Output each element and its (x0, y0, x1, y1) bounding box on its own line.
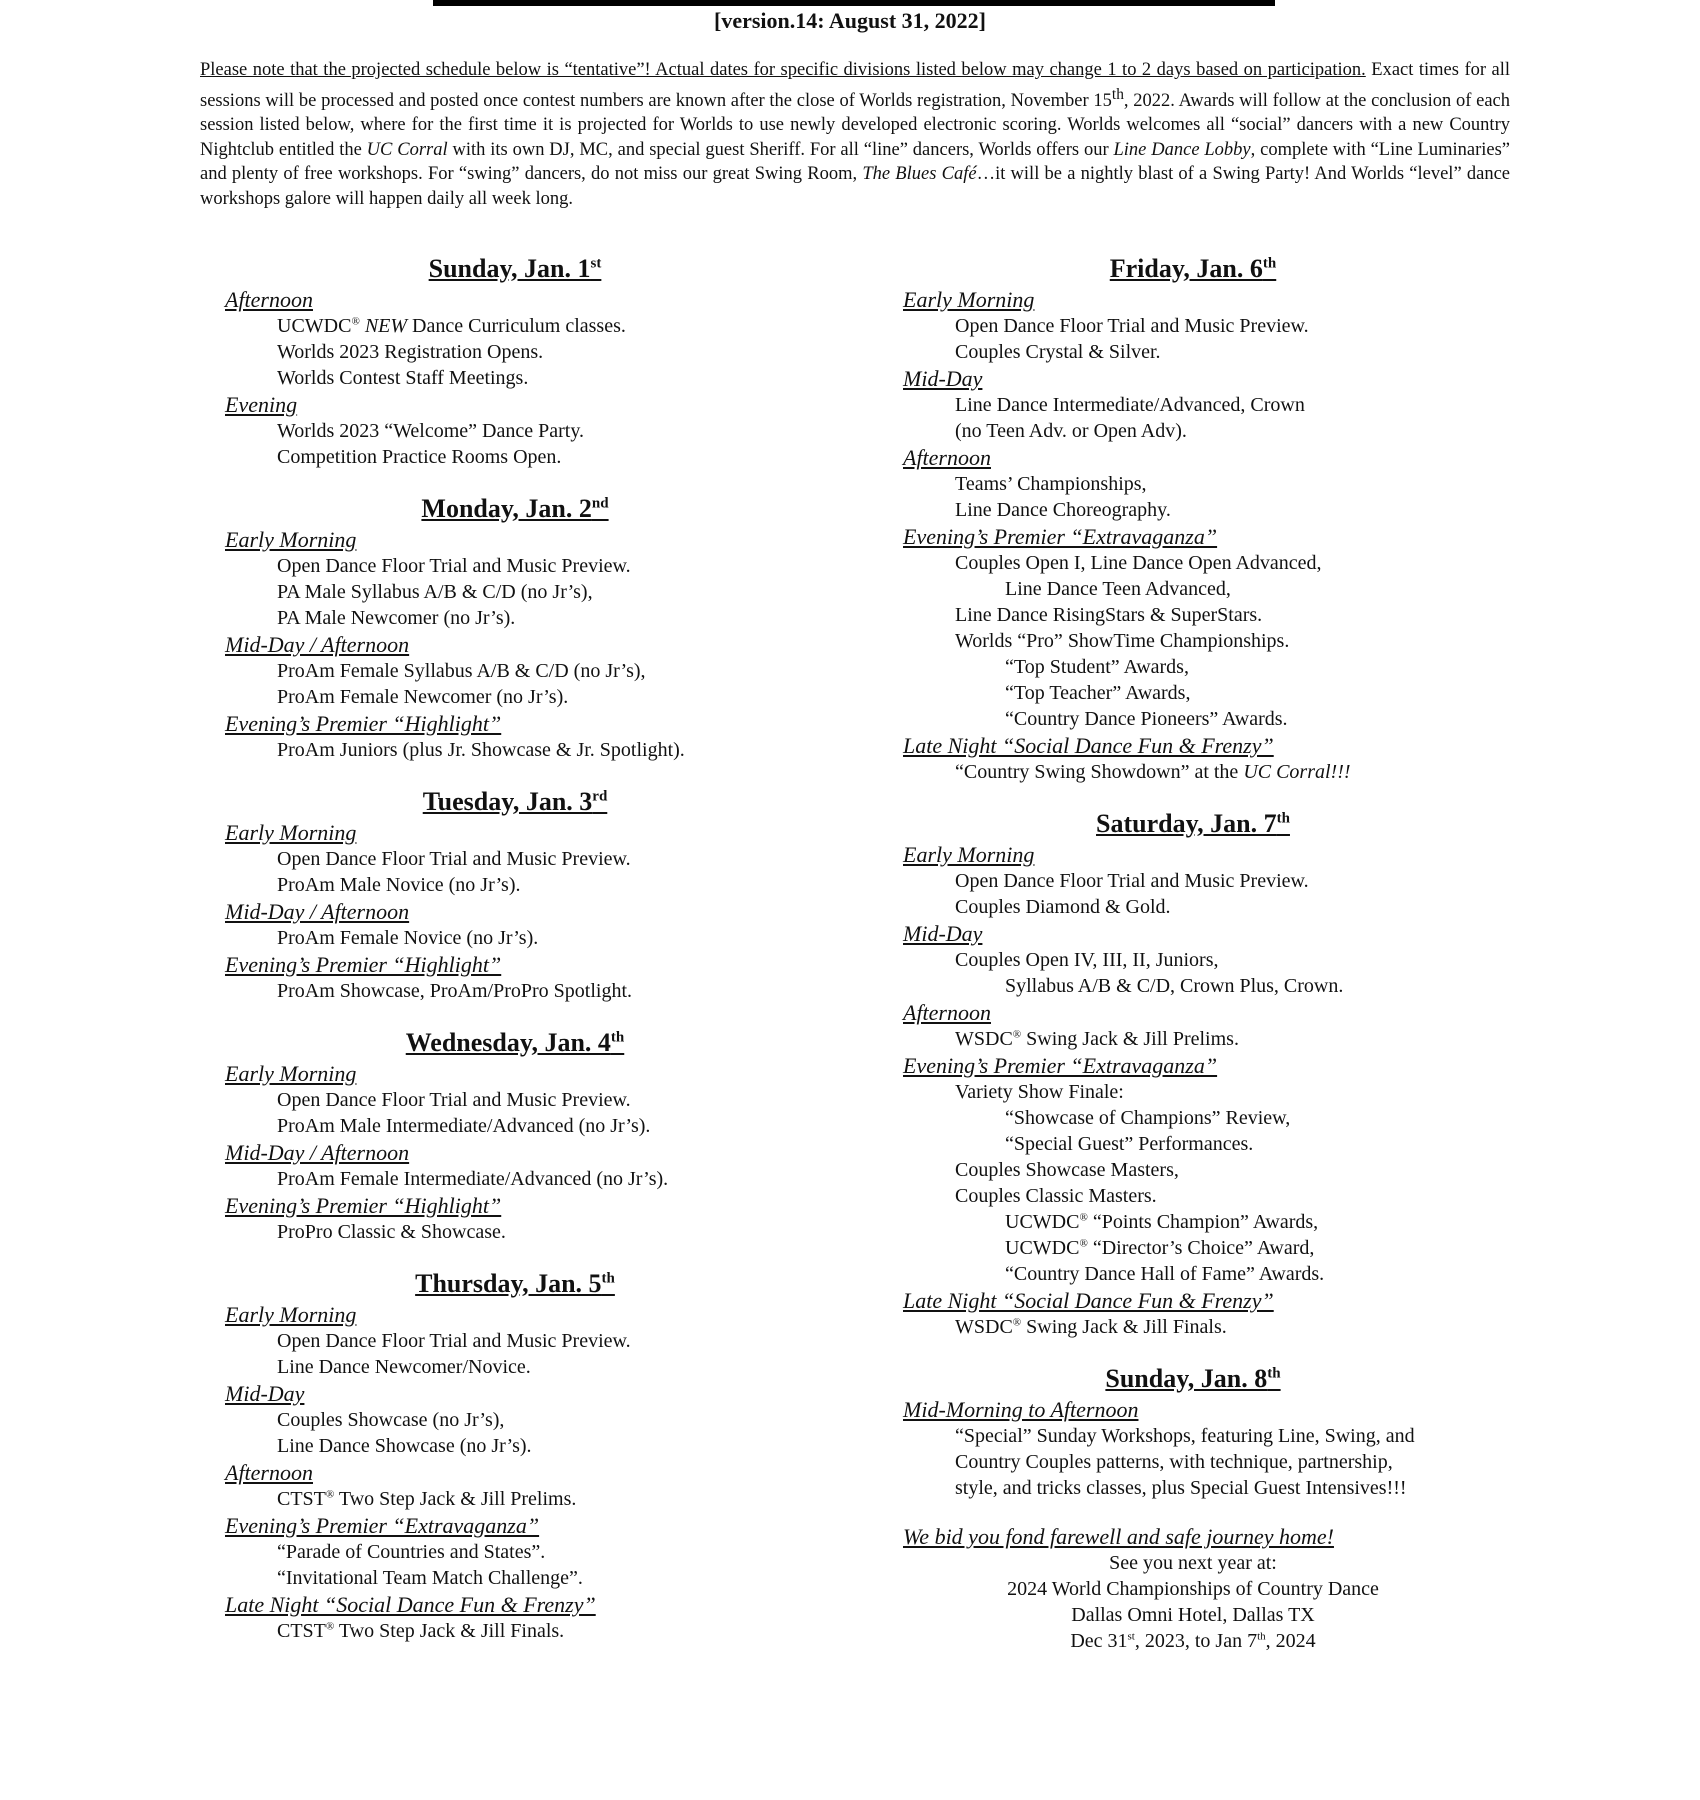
schedule-line (225, 579, 825, 605)
line-text: Teams’ Championships, (955, 473, 1147, 495)
line-text: Couples Classic Masters. (955, 1185, 1157, 1207)
line-text: “Top Teacher” Awards, (1005, 682, 1191, 704)
line-text: “Country Swing Showdown” at the (955, 761, 1244, 783)
schedule-line (903, 1209, 1543, 1235)
schedule-line (225, 1354, 825, 1380)
day-block (225, 1267, 825, 1644)
line-text: ProAm Male Novice (no Jr’s). (277, 874, 521, 896)
intro-text-5: …it will be a nightly blast of a Swing Party! And Worlds “level” dance workshops galore will happen daily all week long. (200, 164, 1510, 209)
line-text: “Parade of Countries and States”. (277, 1541, 546, 1563)
line-text: Couples Diamond & Gold. (955, 896, 1171, 918)
line-text: “Director’s Choice” Award, (1087, 1237, 1315, 1259)
line-text: “Special Guest” Performances. (1005, 1133, 1254, 1155)
schedule-line (225, 1539, 825, 1565)
session-heading: Mid-Day (225, 1381, 305, 1406)
session-heading: Evening’s Premier “Extravaganza” (225, 1513, 540, 1538)
line-brand: WSDC (955, 1028, 1013, 1050)
session-heading: Early Morning (903, 287, 1035, 312)
schedule-line (903, 576, 1543, 602)
line-text: ProAm Female Intermediate/Advanced (no Jr’s). (277, 1168, 669, 1190)
line-text: Two Step Jack & Jill Finals. (334, 1620, 565, 1642)
schedule-line (225, 1219, 825, 1245)
session-heading: Mid-Day / Afternoon (225, 1140, 410, 1165)
line-text: “Showcase of Champions” Review, (1005, 1107, 1291, 1129)
line-text: Two Step Jack & Jill Prelims. (334, 1488, 577, 1510)
day-title-sup: th (1276, 810, 1290, 827)
day-title (225, 492, 805, 526)
next-event-line: 2024 World Championships of Country Dance (1007, 1578, 1379, 1600)
line-emphasis: NEW (359, 315, 408, 337)
intro-blues-cafe: The Blues Café (862, 164, 977, 185)
line-text: PA Male Newcomer (no Jr’s). (277, 607, 516, 629)
line-text: Line Dance Intermediate/Advanced, Crown (955, 394, 1305, 416)
registered-mark: ® (351, 315, 360, 328)
date-a-sup: st (1127, 1630, 1135, 1643)
closing-block (903, 1523, 1483, 1654)
line-brand: UCWDC (277, 315, 352, 337)
day-title-text: Thursday, Jan. 5 (415, 1269, 602, 1298)
schedule-line (903, 1475, 1543, 1501)
intro-sup: th (1111, 85, 1124, 103)
intro-text-4: , complete with “Line Luminaries” and plenty of free workshops. For “swing” dancers, do not miss our great Swing Room, (200, 139, 1511, 185)
schedule-line (903, 759, 1543, 785)
line-text: Competition Practice Rooms Open. (277, 446, 562, 468)
line-text: Country Couples patterns, with technique, partnership, (955, 1451, 1393, 1473)
schedule-line (903, 654, 1543, 680)
line-brand: UCWDC (1005, 1237, 1080, 1259)
schedule-line (903, 471, 1543, 497)
schedule-line (225, 684, 825, 710)
day-title-text: Sunday, Jan. 1 (428, 254, 591, 283)
line-text: Syllabus A/B & C/D, Crown Plus, Crown. (1005, 975, 1344, 997)
schedule-line (225, 339, 825, 365)
line-text: Couples Showcase (no Jr’s), (277, 1409, 505, 1431)
line-text: “Country Dance Pioneers” Awards. (1005, 708, 1288, 730)
line-text: Open Dance Floor Trial and Music Preview. (955, 870, 1309, 892)
line-text: style, and tricks classes, plus Special Guest Intensives!!! (955, 1477, 1407, 1499)
day-title-text: Saturday, Jan. 7 (1096, 809, 1277, 838)
session-heading: Evening’s Premier “Extravaganza” (903, 1053, 1218, 1078)
line-brand: WSDC (955, 1316, 1013, 1338)
schedule-line (225, 658, 825, 684)
schedule-line (225, 605, 825, 631)
schedule-line (225, 978, 825, 1004)
line-brand: CTST (277, 1488, 326, 1510)
day-block (225, 1026, 825, 1245)
schedule-line (903, 1105, 1543, 1131)
line-text: Line Dance RisingStars & SuperStars. (955, 604, 1263, 626)
schedule-line (903, 497, 1543, 523)
intro-text-2: , 2022. Awards will follow at the conclusion of each session listed below, where for the first time it is projected for Worlds to use newly developed electronic scoring. Worlds welcomes all “social” dancers with a new Country Nightclub entitled the (200, 90, 1510, 160)
registered-mark: ® (1079, 1237, 1088, 1250)
line-text: PA Male Syllabus A/B & C/D (no Jr’s), (277, 581, 593, 603)
intro-text-3: with its own DJ, MC, and special guest Sheriff. For all “line” dancers, Worlds offers our (447, 139, 1114, 160)
line-text: Variety Show Finale: (955, 1081, 1124, 1103)
schedule-line (225, 313, 825, 339)
line-text: “Top Student” Awards, (1005, 656, 1189, 678)
line-text: ProAm Female Syllabus A/B & C/D (no Jr’s), (277, 660, 646, 682)
schedule-line (225, 444, 825, 470)
session-heading: Afternoon (225, 1460, 313, 1485)
session-heading: Late Night “Social Dance Fun & Frenzy” (903, 733, 1274, 758)
schedule-line (903, 1423, 1543, 1449)
line-text: Worlds “Pro” ShowTime Championships. (955, 630, 1290, 652)
line-text: Open Dance Floor Trial and Music Preview. (277, 1089, 631, 1111)
day-block (903, 252, 1543, 785)
session-heading: Evening (225, 392, 298, 417)
day-title (225, 1026, 805, 1060)
line-text: “Special” Sunday Workshops, featuring Line, Swing, and (955, 1425, 1415, 1447)
schedule-line (903, 1183, 1543, 1209)
line-text: Couples Crystal & Silver. (955, 341, 1161, 363)
line-text: “Country Dance Hall of Fame” Awards. (1005, 1263, 1325, 1285)
line-text: Worlds 2023 Registration Opens. (277, 341, 544, 363)
registered-mark: ® (1012, 1028, 1022, 1041)
line-text: ProAm Showcase, ProAm/ProPro Spotlight. (277, 980, 633, 1002)
day-title-sup: th (601, 1270, 615, 1287)
line-text: Worlds 2023 “Welcome” Dance Party. (277, 420, 585, 442)
schedule-line (225, 925, 825, 951)
line-text: Swing Jack & Jill Prelims. (1021, 1028, 1239, 1050)
schedule-line (225, 553, 825, 579)
line-text: Open Dance Floor Trial and Music Preview. (277, 555, 631, 577)
schedule-line (903, 894, 1543, 920)
schedule-line (903, 973, 1543, 999)
version-line: [version.14: August 31, 2022] (714, 8, 986, 33)
day-title-sup: th (1262, 255, 1277, 272)
intro-tentative-note: Please note that the projected schedule below is “tentative”! Actual dates for specific divisions listed below may change 1 to 2 days based on participation. (200, 60, 1366, 80)
day-title-sup: rd (592, 788, 608, 805)
next-venue-line: Dallas Omni Hotel, Dallas TX (1071, 1604, 1315, 1626)
day-block (903, 1362, 1543, 1501)
date-b-sup: th (1257, 1630, 1266, 1643)
session-heading: Mid-Morning to Afternoon (903, 1397, 1139, 1422)
schedule-line (225, 1087, 825, 1113)
line-text: Open Dance Floor Trial and Music Preview. (277, 1330, 631, 1352)
schedule-line (225, 1618, 825, 1644)
see-you-line: See you next year at: (1109, 1552, 1277, 1574)
farewell-line: We bid you fond farewell and safe journey home! (903, 1524, 1334, 1549)
schedule-line (225, 1565, 825, 1591)
schedule-line (903, 1026, 1543, 1052)
schedule-line (225, 1433, 825, 1459)
line-text: Worlds Contest Staff Meetings. (277, 367, 529, 389)
line-emphasis: UC Corral!!! (1243, 761, 1351, 783)
line-text: “Invitational Team Match Challenge”. (277, 1567, 583, 1589)
schedule-line (903, 1079, 1543, 1105)
schedule-line (903, 680, 1543, 706)
schedule-line (225, 365, 825, 391)
schedule-line (225, 1328, 825, 1354)
schedule-left-column (225, 252, 825, 1666)
day-title (225, 785, 805, 819)
schedule-line (903, 1131, 1543, 1157)
line-text: ProAm Female Newcomer (no Jr’s). (277, 686, 569, 708)
session-heading: Mid-Day (903, 921, 983, 946)
day-title (903, 807, 1483, 841)
session-heading: Afternoon (903, 445, 991, 470)
date-a: Dec 31 (1070, 1630, 1128, 1652)
day-title-sup: st (590, 255, 602, 272)
schedule-line (903, 392, 1543, 418)
line-text: ProAm Juniors (plus Jr. Showcase & Jr. Spotlight). (277, 739, 685, 761)
day-block (225, 252, 825, 470)
line-text: Open Dance Floor Trial and Music Preview. (955, 315, 1309, 337)
registered-mark: ® (1012, 1316, 1022, 1329)
schedule-line (903, 868, 1543, 894)
schedule-line (225, 1407, 825, 1433)
session-heading: Mid-Day (903, 366, 983, 391)
session-heading: Early Morning (903, 842, 1035, 867)
intro-text-1: Exact times for all sessions will be processed and posted once contest numbers are known after the close of Worlds registration, November 15 (200, 60, 1510, 111)
line-text: “Points Champion” Awards, (1087, 1211, 1319, 1233)
line-text: ProPro Classic & Showcase. (277, 1221, 506, 1243)
day-title-text: Monday, Jan. 2 (421, 494, 592, 523)
session-heading: Evening’s Premier “Extravaganza” (903, 524, 1218, 549)
schedule-line (903, 313, 1543, 339)
line-text: Line Dance Choreography. (955, 499, 1171, 521)
day-title (225, 252, 805, 286)
session-heading: Early Morning (225, 820, 357, 845)
day-title-sup: th (1267, 1365, 1281, 1382)
day-title-sup: nd (591, 495, 609, 512)
session-heading: Afternoon (225, 287, 313, 312)
schedule-line (903, 339, 1543, 365)
session-heading: Early Morning (225, 1061, 357, 1086)
line-text: Couples Showcase Masters, (955, 1159, 1179, 1181)
registered-mark: ® (1079, 1211, 1088, 1224)
schedule-line (225, 872, 825, 898)
line-brand: UCWDC (1005, 1211, 1080, 1233)
schedule-line (225, 418, 825, 444)
registered-mark: ® (325, 1620, 335, 1633)
session-heading: Evening’s Premier “Highlight” (225, 952, 502, 977)
session-heading: Early Morning (225, 527, 357, 552)
day-title (903, 1362, 1483, 1396)
schedule-right-column (903, 252, 1543, 1654)
session-heading: Mid-Day / Afternoon (225, 632, 410, 657)
line-text: Line Dance Newcomer/Novice. (277, 1356, 531, 1378)
line-text: Couples Open IV, III, II, Juniors, (955, 949, 1219, 971)
session-heading: Afternoon (903, 1000, 991, 1025)
schedule-line (225, 1486, 825, 1512)
day-title-text: Wednesday, Jan. 4 (405, 1028, 611, 1057)
registered-mark: ® (325, 1488, 335, 1501)
line-text: Swing Jack & Jill Finals. (1021, 1316, 1227, 1338)
line-text: Line Dance Showcase (no Jr’s). (277, 1435, 532, 1457)
day-title-sup: th (610, 1029, 625, 1046)
day-block (903, 807, 1543, 1340)
line-text: ProAm Male Intermediate/Advanced (no Jr’s). (277, 1115, 651, 1137)
session-heading: Late Night “Social Dance Fun & Frenzy” (903, 1288, 1274, 1313)
schedule-line (903, 1449, 1543, 1475)
intro-paragraph (200, 58, 1510, 211)
schedule-line (225, 846, 825, 872)
date-c: , 2024 (1265, 1630, 1316, 1652)
schedule-line (903, 706, 1543, 732)
schedule-line (903, 628, 1543, 654)
line-text: Line Dance Teen Advanced, (1005, 578, 1231, 600)
session-heading: Evening’s Premier “Highlight” (225, 711, 502, 736)
schedule-line (903, 1261, 1543, 1287)
schedule-line (903, 602, 1543, 628)
schedule-line (225, 1166, 825, 1192)
schedule-line (903, 1235, 1543, 1261)
intro-uc-corral: UC Corral (366, 139, 448, 160)
day-title (903, 252, 1483, 286)
line-text: ProAm Female Novice (no Jr’s). (277, 927, 539, 949)
day-block (225, 492, 825, 763)
line-text: Open Dance Floor Trial and Music Preview. (277, 848, 631, 870)
line-text: Dance Curriculum classes. (407, 315, 626, 337)
day-title (225, 1267, 805, 1301)
schedule-line (903, 1314, 1543, 1340)
session-heading: Evening’s Premier “Highlight” (225, 1193, 502, 1218)
day-title-text: Friday, Jan. 6 (1109, 254, 1263, 283)
day-title-text: Tuesday, Jan. 3 (422, 787, 593, 816)
schedule-line (225, 1113, 825, 1139)
schedule-line (903, 947, 1543, 973)
intro-line-dance-lobby: Line Dance Lobby (1113, 139, 1251, 160)
line-text: (no Teen Adv. or Open Adv). (955, 420, 1187, 442)
day-block (225, 785, 825, 1004)
session-heading: Early Morning (225, 1302, 357, 1327)
line-brand: CTST (277, 1620, 326, 1642)
line-text: Couples Open I, Line Dance Open Advanced, (955, 552, 1322, 574)
schedule-line (903, 418, 1543, 444)
next-dates-line (903, 1628, 1483, 1654)
schedule-line (903, 550, 1543, 576)
schedule-line (225, 737, 825, 763)
session-heading: Late Night “Social Dance Fun & Frenzy” (225, 1592, 596, 1617)
schedule-line (903, 1157, 1543, 1183)
date-b: , 2023, to Jan 7 (1134, 1630, 1258, 1652)
day-title-text: Sunday, Jan. 8 (1105, 1364, 1268, 1393)
session-heading: Mid-Day / Afternoon (225, 899, 410, 924)
